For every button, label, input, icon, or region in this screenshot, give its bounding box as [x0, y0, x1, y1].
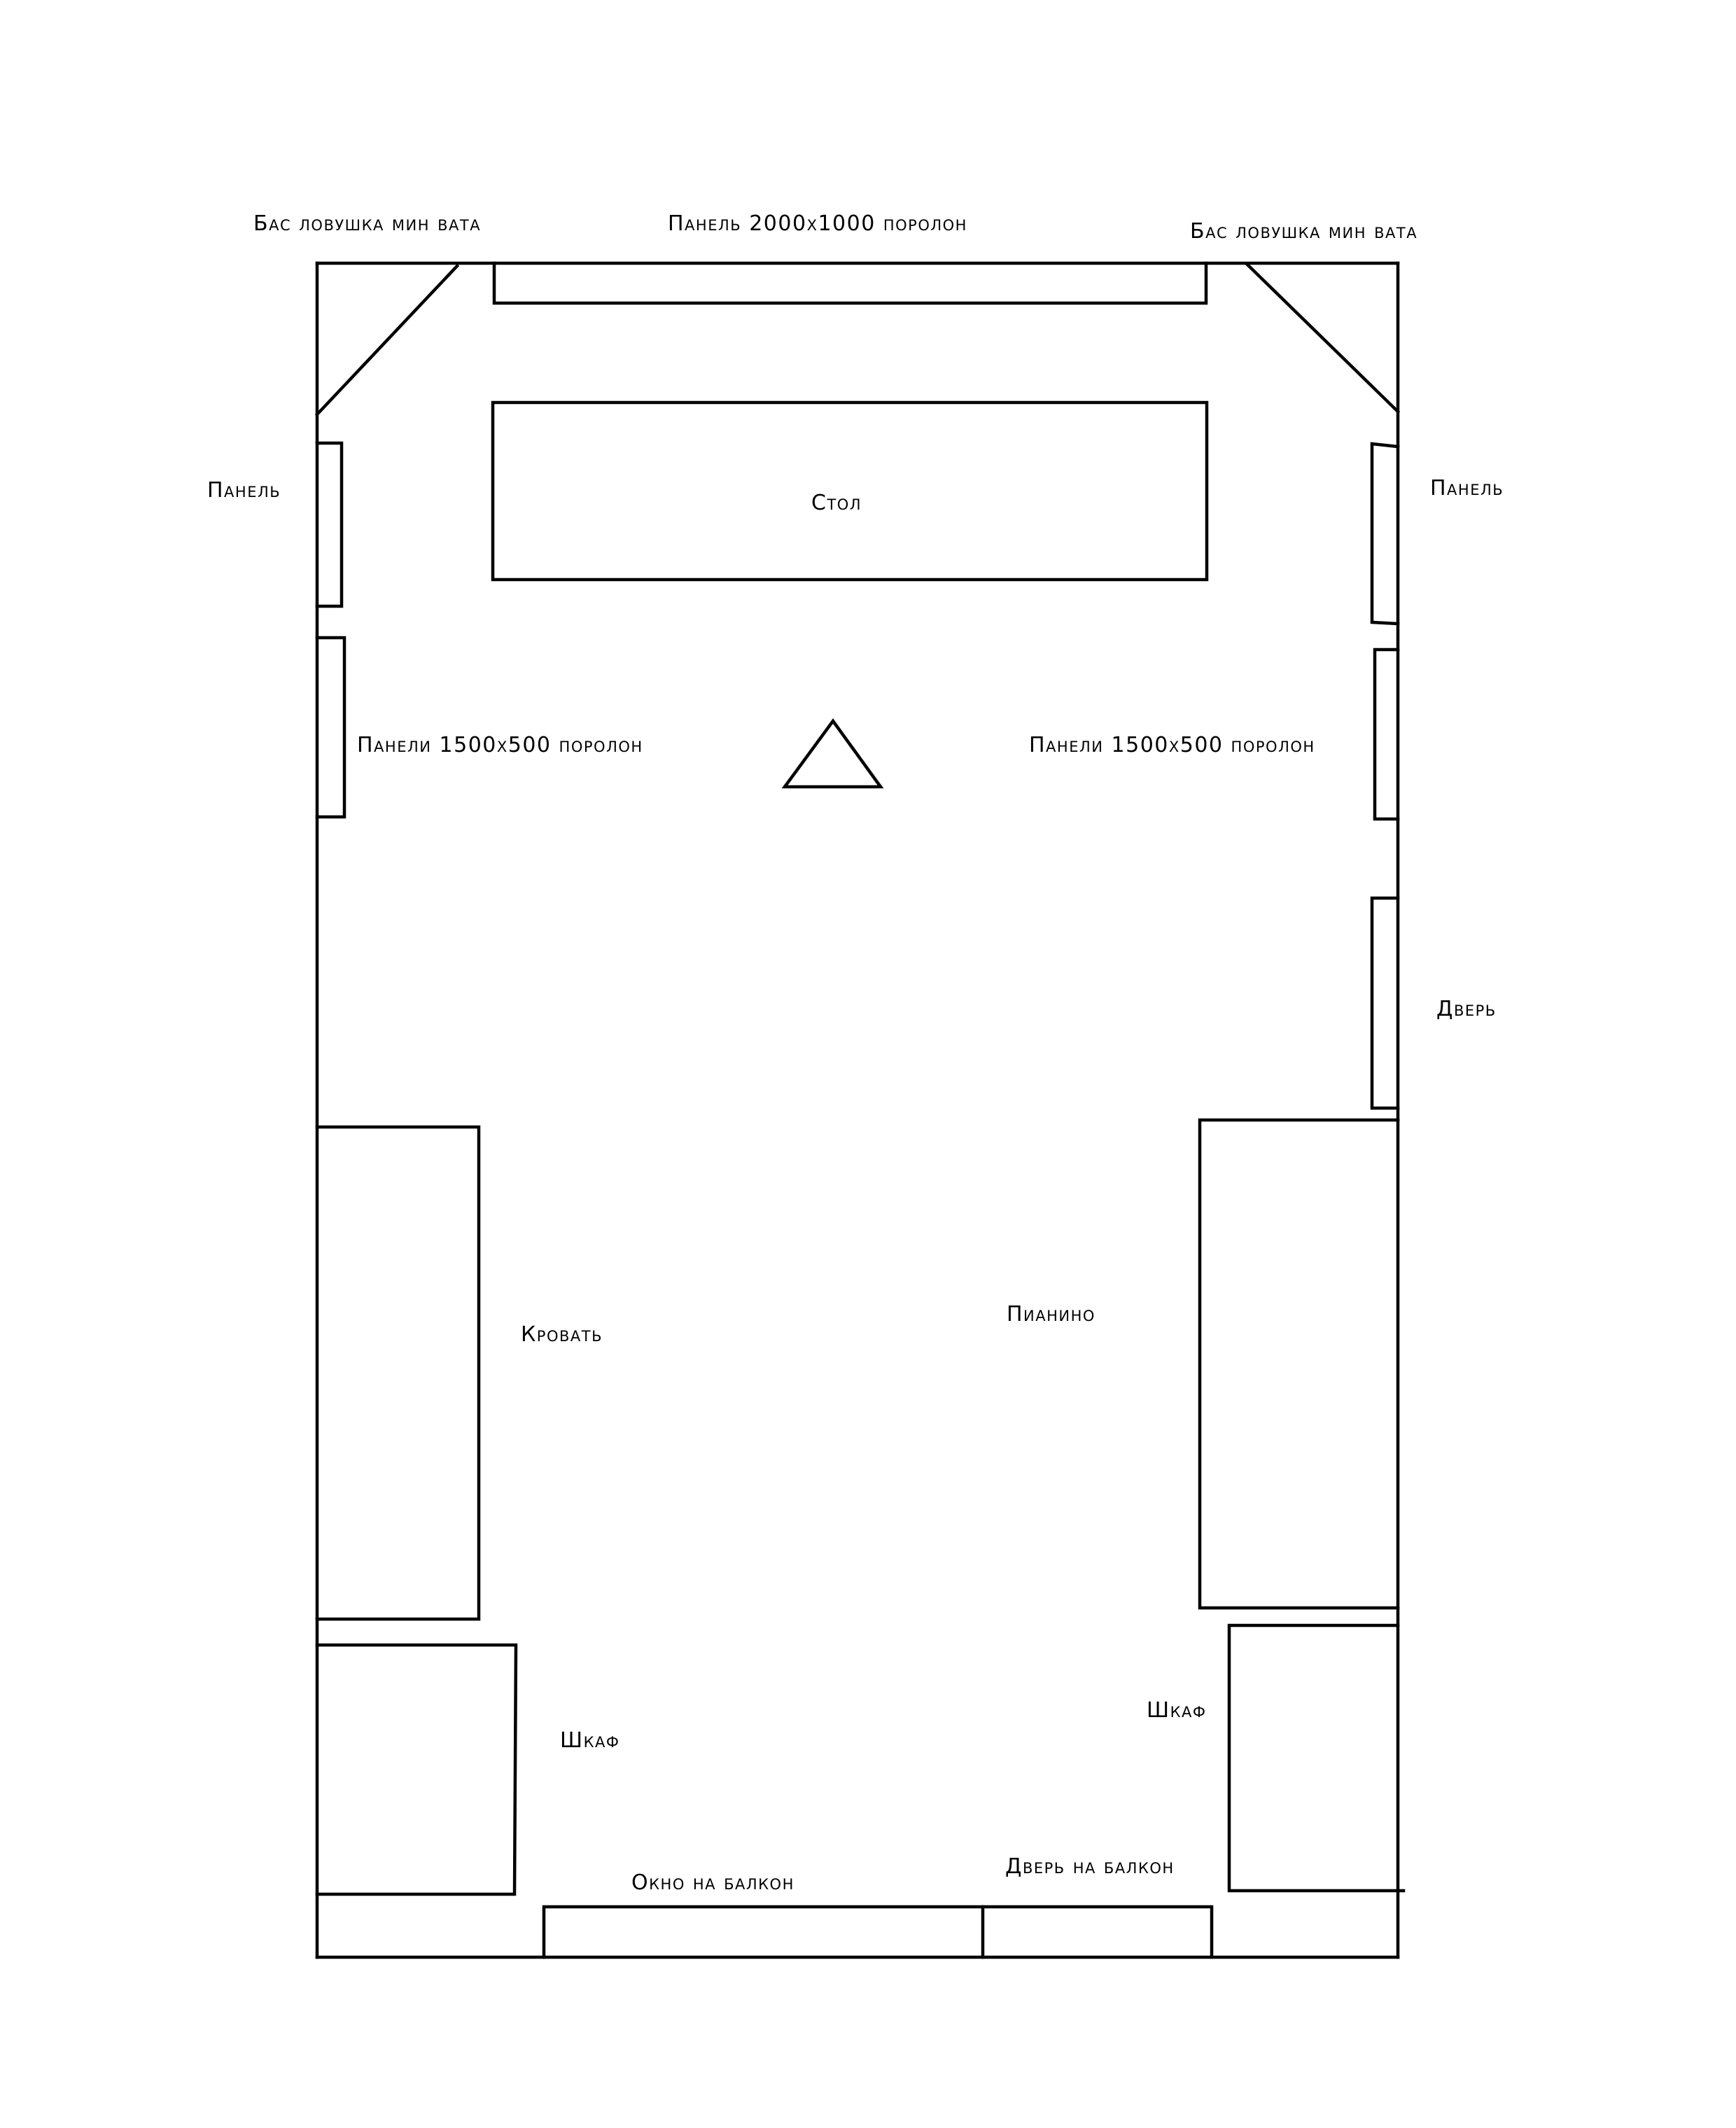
label-panel-top: Панель 2000х1000 поролон: [668, 211, 967, 236]
panel-left: [317, 443, 342, 606]
label-panel-right: Панель: [1430, 476, 1504, 500]
door: [1372, 898, 1398, 1108]
listening-position-marker: [785, 721, 881, 787]
label-window-balcony: Окно на балкон: [631, 1870, 794, 1895]
label-panel-left: Панель: [207, 478, 281, 503]
bed: [317, 1127, 479, 1619]
wardrobe-right: [1229, 1625, 1404, 1891]
label-bed: Кровать: [521, 1322, 603, 1347]
label-wardrobe-right: Шкаф: [1147, 1698, 1207, 1723]
label-panels-left: Панели 1500х500 поролон: [357, 733, 643, 757]
label-piano: Пианино: [1007, 1302, 1096, 1326]
panel-right-foam: [1375, 650, 1398, 819]
panel-right: [1372, 444, 1398, 624]
label-bass-trap-left: Бас ловушка мин вата: [253, 211, 482, 236]
panel-left-foam: [317, 638, 344, 817]
panel-top: [494, 263, 1206, 303]
wardrobe-left: [317, 1645, 516, 1894]
label-panels-right: Панели 1500х500 поролон: [1029, 733, 1315, 757]
label-bass-trap-right: Бас ловушка мин вата: [1190, 219, 1418, 244]
bass-trap-left: [317, 266, 457, 414]
label-door: Дверь: [1436, 997, 1497, 1021]
piano: [1200, 1120, 1398, 1608]
window-balcony: [544, 1907, 983, 1957]
label-desk: Стол: [811, 491, 862, 515]
bass-trap-right: [1247, 265, 1398, 412]
label-door-balcony: Дверь на балкон: [1005, 1854, 1175, 1879]
door-balcony: [983, 1907, 1212, 1957]
room-walls: [317, 263, 1398, 1957]
label-wardrobe-left: Шкаф: [560, 1728, 620, 1753]
